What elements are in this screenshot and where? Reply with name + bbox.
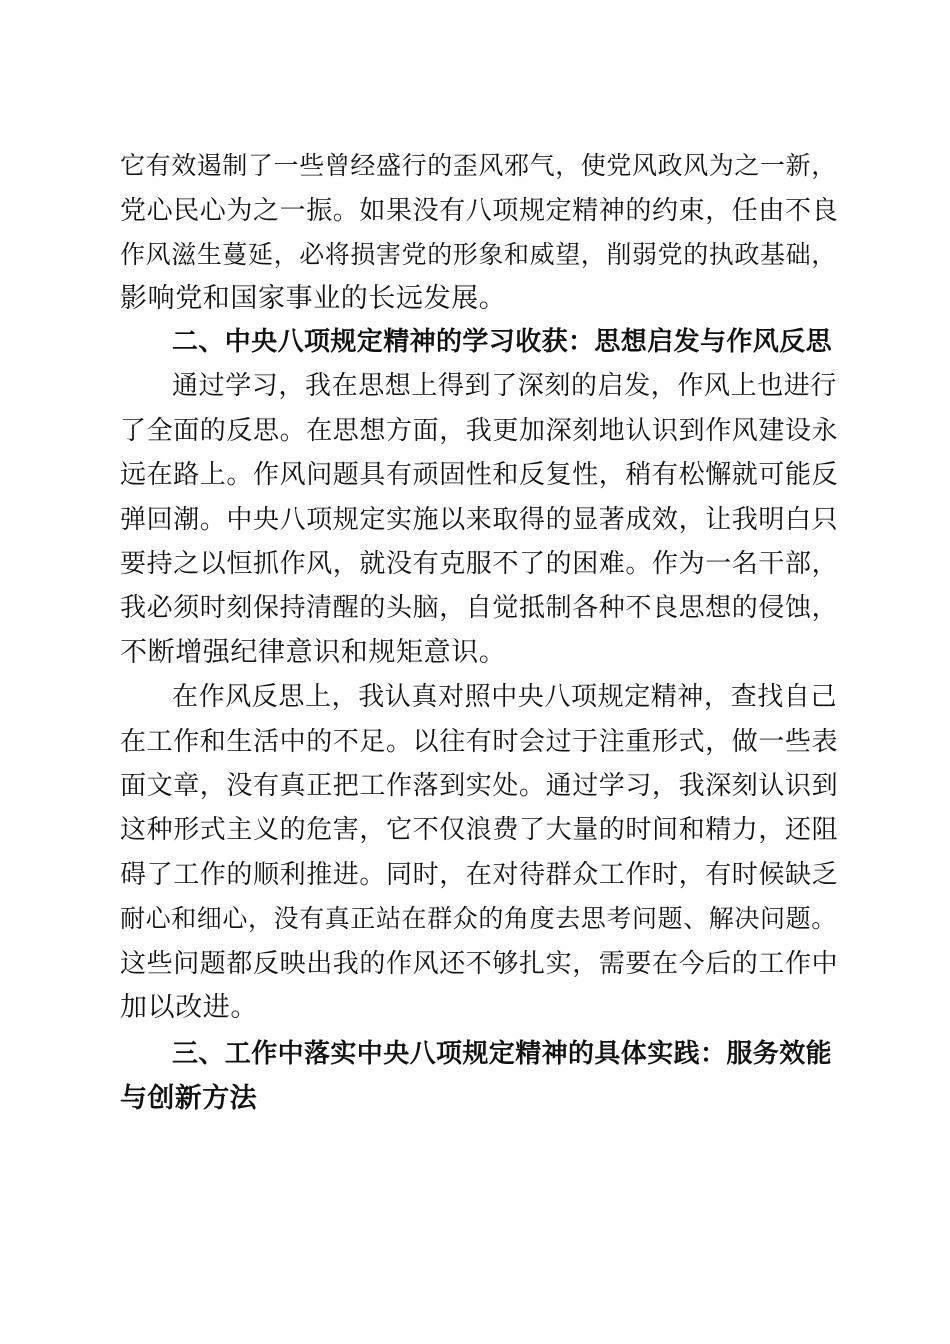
paragraph-line: 加以改进。 xyxy=(120,992,258,1023)
paragraph-line: 这些问题都反映出我的作风还不够扎实，需要在今后的工作中 xyxy=(120,949,839,979)
paragraph-line: 不断增强纪律意识和规矩意识。 xyxy=(120,637,507,668)
paragraph-line: 在工作和生活中的不足。以往有时会过于注重形式，做一些表 xyxy=(120,727,839,757)
paragraph-line: 弹回潮。中央八项规定实施以来取得的显著成效，让我明白只 xyxy=(120,505,839,535)
section-heading-3: 三、工作中落实中央八项规定精神的具体实践：服务效能 xyxy=(172,1039,833,1069)
paragraph-line: 作风滋生蔓延，必将损害党的形象和威望，削弱党的执政基础， xyxy=(120,240,837,269)
paragraph-line: 面文章，没有真正把工作落到实处。通过学习，我深刻认识到 xyxy=(120,771,839,801)
paragraph-line: 通过学习，我在思想上得到了深刻的启发，作风上也进行 xyxy=(172,371,838,401)
section-heading-2: 二、中央八项规定精神的学习收获：思想启发与作风反思 xyxy=(172,327,833,357)
paragraph-line: 它有效遏制了一些曾经盛行的歪风邪气，使党风政风为之一新， xyxy=(120,151,837,180)
paragraph-line: 远在路上。作风问题具有顽固性和反复性，稍有松懈就可能反 xyxy=(120,460,839,490)
paragraph-line: 了全面的反思。在思想方面，我更加深刻地认识到作风建设永 xyxy=(120,416,839,446)
paragraph-line: 党心民心为之一振。如果没有八项规定精神的约束，任由不良 xyxy=(120,196,839,226)
paragraph-line: 这种形式主义的危害，它不仅浪费了大量的时间和精力，还阻 xyxy=(120,815,839,845)
paragraph-line: 在作风反思上，我认真对照中央八项规定精神，查找自己 xyxy=(172,682,838,712)
paragraph-line: 影响党和国家事业的长远发展。 xyxy=(120,283,507,314)
paragraph-line: 我必须时刻保持清醒的头脑，自觉抵制各种不良思想的侵蚀， xyxy=(120,593,839,623)
paragraph-line: 要持之以恒抓作风，就没有克服不了的困难。作为一名干部， xyxy=(120,549,839,579)
section-heading-3-continued: 与创新方法 xyxy=(120,1083,257,1114)
paragraph-line: 耐心和细心，没有真正站在群众的角度去思考问题、解决问题。 xyxy=(120,904,837,933)
paragraph-line: 碍了工作的顺利推进。同时，在对待群众工作时，有时候缺乏 xyxy=(120,860,839,890)
